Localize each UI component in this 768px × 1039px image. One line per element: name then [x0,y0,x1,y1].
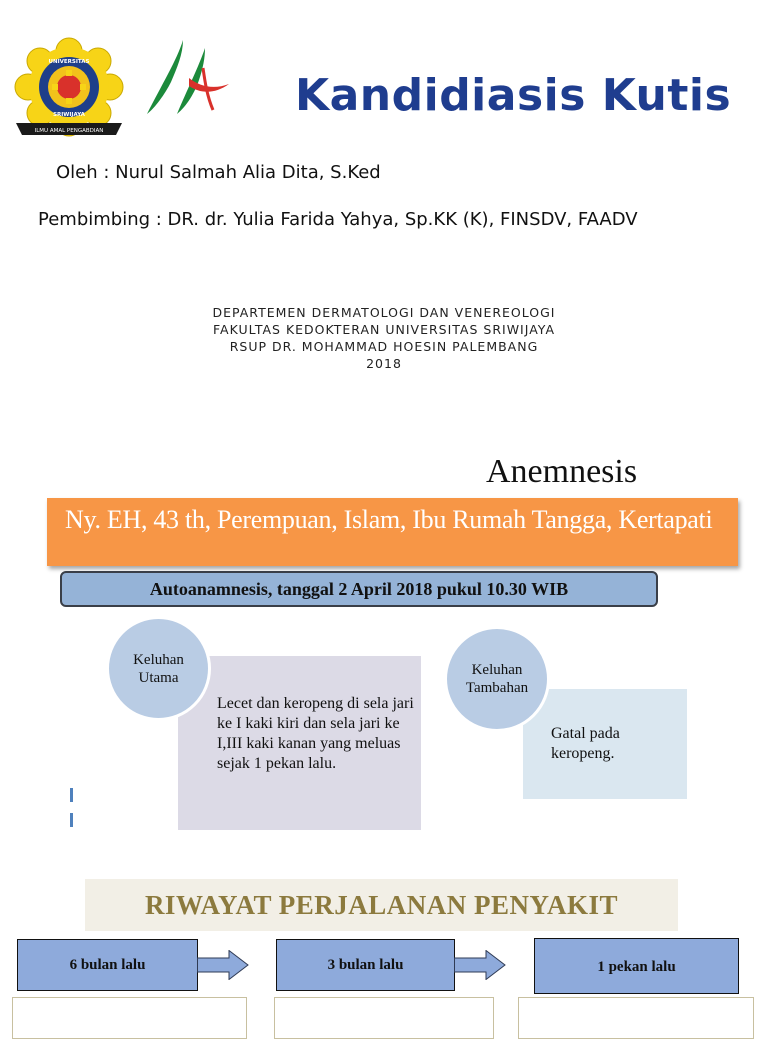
department-line: DEPARTEMEN DERMATOLOGI DAN VENEREOLOGI [212,305,556,320]
slide-marker-tick [70,788,73,802]
presentation-title: Kandidiasis Kutis [295,70,732,121]
additional-complaint-circle [444,626,550,732]
timeline-detail-card [12,997,247,1039]
seal-text-mid: SRIWIJAYA [53,112,85,118]
timeline-step-6-months: 6 bulan lalu [17,939,198,991]
main-complaint-text: Lecet dan keropeng di sela jari ke I kaki kiri dan sela jari ke I,III kaki kanan yang meluas sejak 1 pekan lalu. [217,695,414,772]
university-logo [12,37,127,140]
department-block [0,304,768,372]
arrow-right-icon [197,950,249,980]
anamnesis-heading: Anemnesis [486,453,638,490]
dermatology-logo-icon [143,38,235,118]
year-line: 2018 [366,356,402,371]
university-seal-icon [12,37,127,140]
arrow-right-icon [454,950,506,980]
autoanamnesis-bar: Autoanamnesis, tanggal 2 April 2018 pukul 10.30 WIB [60,571,658,607]
hospital-line: RSUP DR. MOHAMMAD HOESIN PALEMBANG [229,339,539,354]
additional-complaint-label: Keluhan Tambahan [465,662,529,696]
seal-text-top: UNIVERSITAS [48,59,90,65]
disease-history-heading: RIWAYAT PERJALANAN PENYAKIT [85,879,678,931]
author-line: Oleh : Nurul Salmah Alia Dita, S.Ked [56,162,381,183]
timeline-detail-card [518,997,754,1039]
faculty-line: FAKULTAS KEDOKTERAN UNIVERSITAS SRIWIJAYA [212,322,556,337]
additional-complaint-box [523,689,687,799]
additional-complaint-text: Gatal pada keropeng. [551,725,620,762]
department-logo [143,38,235,118]
main-complaint-box [178,656,421,830]
slide-marker-tick [70,813,73,827]
patient-info-text: Ny. EH, 43 th, Perempuan, Islam, Ibu Rumah Tangga, Kertapati [65,505,713,534]
timeline-step-1-week: 1 pekan lalu [534,938,739,994]
seal-ribbon-text: ILMU AMAL PENGABDIAN [34,128,104,134]
main-complaint-circle [106,616,211,721]
timeline-step-3-months: 3 bulan lalu [276,939,455,991]
advisor-line: Pembimbing : DR. dr. Yulia Farida Yahya, Sp.KK (K), FINSDV, FAADV [38,209,638,230]
timeline-detail-card [274,997,494,1039]
patient-info-banner [47,498,738,566]
main-complaint-label: Keluhan Utama [133,651,184,686]
